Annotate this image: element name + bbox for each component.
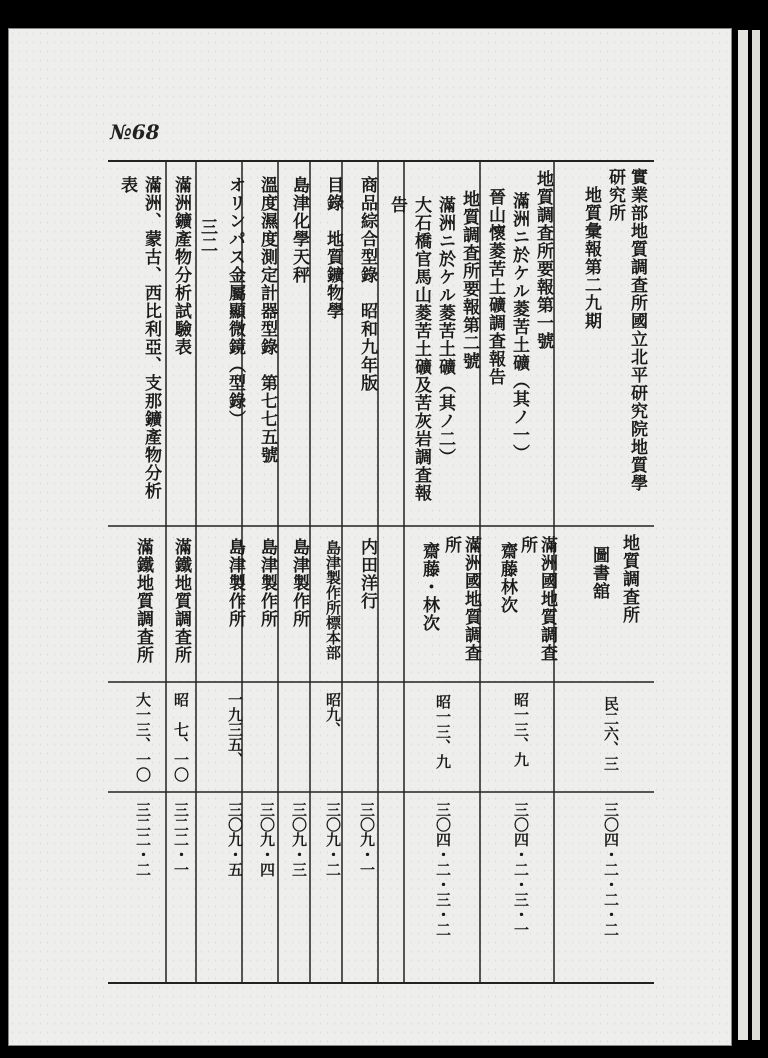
entry-code: 三〇九・三 — [290, 802, 308, 877]
entry-publisher: 齋藤林次 — [497, 542, 517, 614]
entry-title: 島津化學天秤 — [289, 176, 309, 284]
entry-title: 地質調査所要報第一號 — [533, 170, 553, 350]
entry-date: 一九三五、 — [226, 692, 244, 767]
entry-publisher: 島津製作所 — [257, 538, 277, 628]
entry-title: 溫度濕度測定計器型錄 第七七五號 — [257, 176, 277, 464]
entry-date: 昭一三、九 — [434, 694, 452, 769]
entry-code: 三〇四・二・三・二 — [434, 802, 452, 937]
entry-publisher: 齋藤・林次 — [419, 542, 439, 632]
entry-title: 晉山懷菱苦土礦調査報告 — [485, 188, 505, 386]
entry-date: 昭一三、九 — [512, 692, 530, 767]
entry-title: 滿洲ニ於ケル菱苦土礦（其ノ一） — [509, 192, 529, 462]
entry-title: 研究所 — [605, 168, 625, 222]
entry-publisher: 滿洲國地質調査 — [537, 536, 557, 662]
entry-title: 告 — [387, 196, 407, 214]
page-edge — [752, 30, 760, 1040]
entry-code: 三二二・一 — [172, 802, 190, 877]
entry-code: 三二二・二 — [134, 802, 152, 877]
entry-publisher: 圖書舘 — [589, 546, 609, 600]
entry-publisher: 島津製作所標本部 — [324, 540, 342, 660]
entry-publisher: 所 — [441, 536, 461, 554]
entry-code: 三〇四・二・二・二 — [602, 802, 620, 937]
entry-publisher: 島津製作所 — [225, 538, 245, 628]
entry-code: 三〇四・二・三・一 — [512, 802, 530, 937]
entry-title: 大石橋官馬山菱苦土礦及苦灰岩調査報 — [411, 196, 431, 502]
entry-publisher: 滿鐵地質調査所 — [171, 538, 191, 664]
entry-title: 地質彙報第二九期 — [581, 186, 601, 330]
page-number: №68 — [110, 120, 160, 144]
entry-title: 實業部地質調査所國立北平研究院地質學 — [627, 168, 647, 492]
entry-publisher: 滿鐵地質調査所 — [133, 538, 153, 664]
entry-title: 滿洲、蒙古、西比利亞、支那鑛產物分析 — [141, 176, 161, 500]
entry-code: 三〇九・二 — [324, 802, 342, 877]
entry-publisher: 所 — [517, 536, 537, 554]
entry-date: 昭 七、一〇 — [172, 692, 190, 782]
entry-publisher: 島津製作所 — [289, 538, 309, 628]
entry-code: 三〇九・四 — [258, 802, 276, 877]
entry-title: 表 — [117, 176, 137, 194]
page-edge — [738, 30, 748, 1040]
entry-date: 昭九、 — [324, 692, 342, 737]
entry-date: 民二六、三 — [602, 696, 620, 771]
entry-title: 地質調査所要報第二號 — [459, 190, 479, 370]
catalog-table — [108, 160, 654, 984]
entry-title: 滿洲鑛產物分析試驗表 — [171, 176, 191, 356]
entry-date: 大一三、一〇 — [134, 692, 152, 782]
entry-publisher: 地質調査所 — [619, 534, 639, 624]
entry-publisher: 内田洋行 — [357, 538, 377, 610]
entry-title: 滿洲ニ於ケル菱苦土礦（其ノ二） — [435, 196, 455, 466]
entry-title: 目錄 地質鑛物學 — [323, 176, 343, 320]
entry-code: 三〇九・五 — [226, 802, 244, 877]
entry-code: 三〇九・一 — [358, 802, 376, 877]
entry-publisher: 滿洲國地質調査 — [461, 536, 481, 662]
entry-title: オリンパス金屬顯微鏡（型錄） — [225, 176, 245, 428]
section-heading: 三二 — [197, 218, 217, 254]
entry-title: 商品綜合型錄 昭和九年版 — [357, 176, 377, 392]
